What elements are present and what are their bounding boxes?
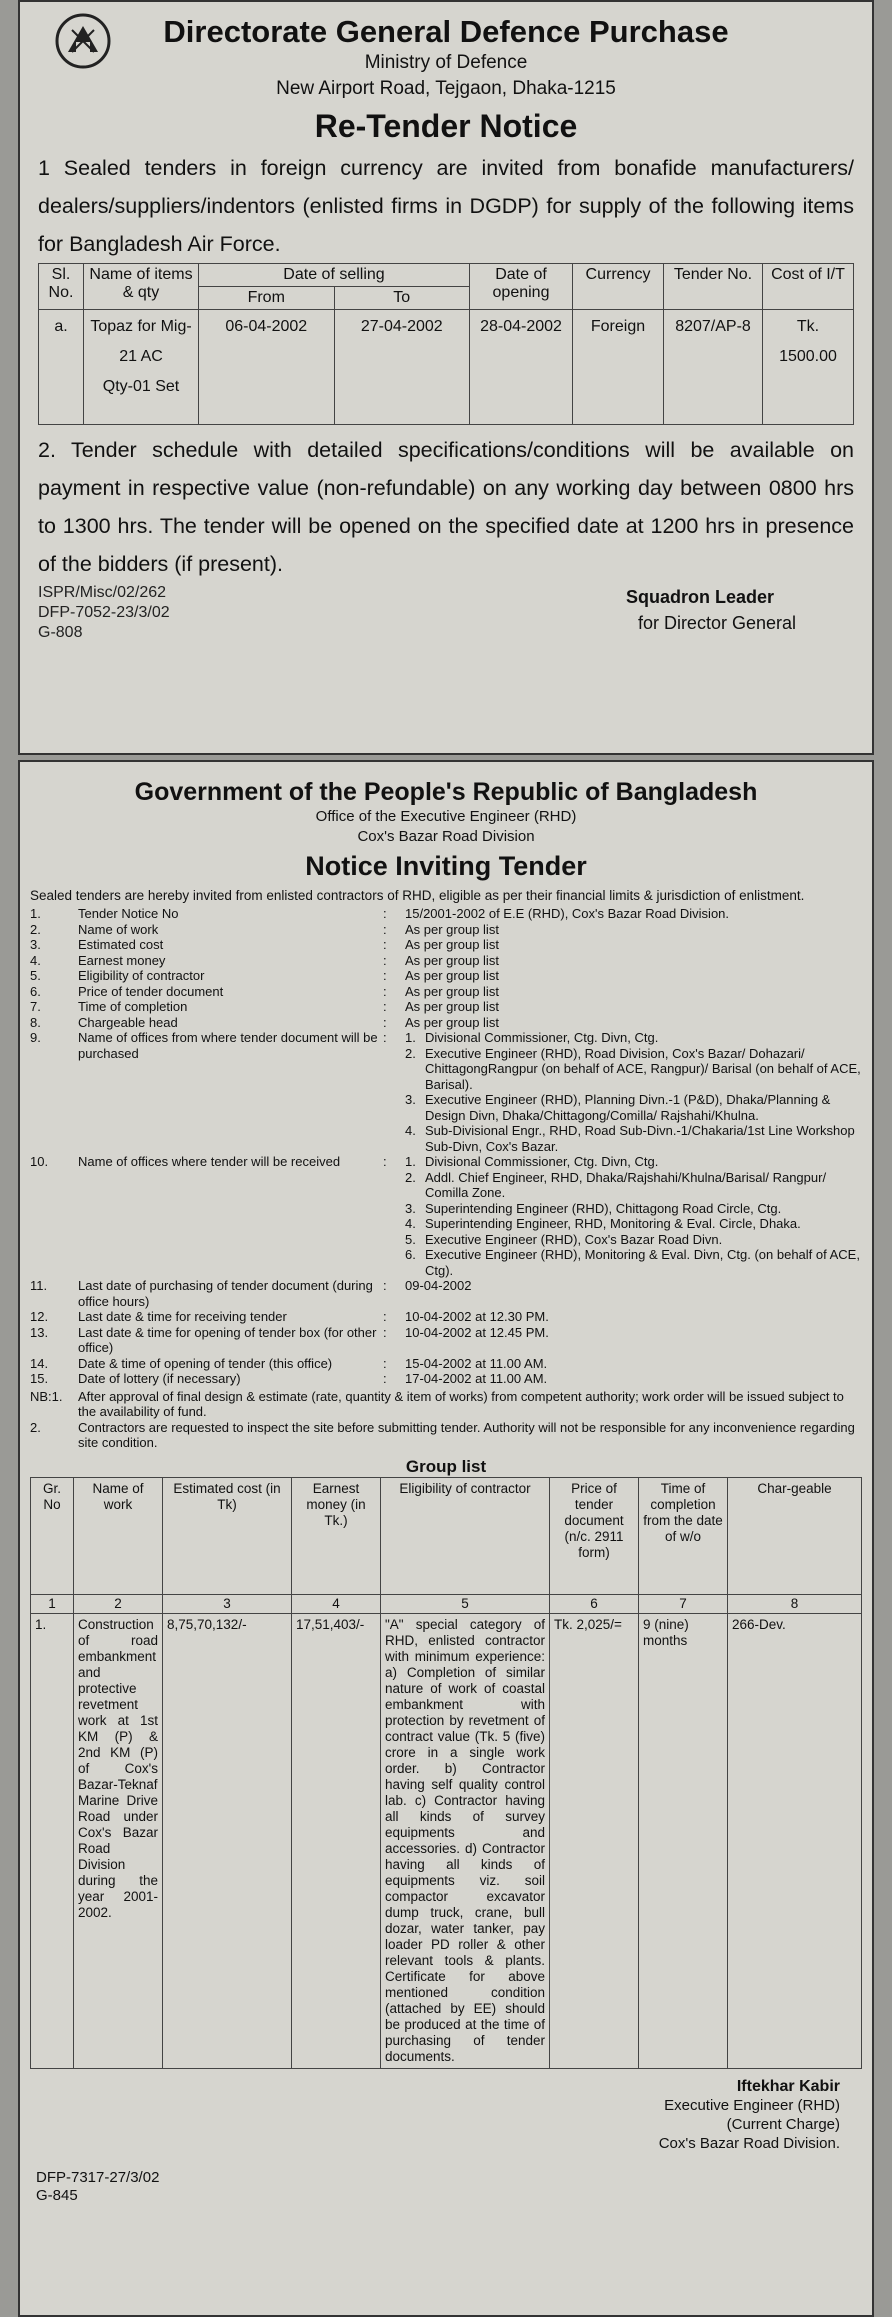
cell-to: 27-04-2002 (334, 310, 470, 425)
col-work: Name of work (74, 1477, 163, 1594)
col-to: To (334, 287, 470, 310)
list-item: 9. Name of offices from where tender document will be purchased : 1. Divisional Commissioner, Ctg. Divn, Ctg. 2. Executive Engineer (RHD), Road Division, Cox's Bazar/ Dohazari/ ChittagongRangpur (on behalf of ACE, Rangpur)/ Barisal (on behalf of ACE, Barisal). 3. Executive Engineer (RHD), Planning Divn.-1 (P&D), Dhaka/Planning & Design Divn, Dhaka/Chittagong/Comilla/ Rajshahi/Khulna. 4. Sub-Divisional Engr., RHD, Road Sub-Divn.-1/Chakaria/1st Line Workshop Sub-Divn, Cox's Bazar. (30, 1030, 861, 1154)
col-currency: Currency (573, 264, 664, 310)
list-item: 1. Tender Notice No : 15/2001-2002 of E.E (RHD), Cox's Bazar Road Division. (30, 906, 730, 921)
group-list-table: Gr. No Name of work Estimated cost (in Tk) Earnest money (in Tk.) Eligibility of contractor Price of tender document (n/c. 2911 form) Time of completion from the date of w/o Char-geable 1 2 3 4 5 6 7 8 1. Construction of road embankment and protective revetment work at 1st KM (P) & 2nd KM (P) of Cox's Bazar-Teknaf Marine Drive Road under Cox's Bazar Road Division during the year 2001-2002. 8,75,70,132/- 17,51,403/- "A" special category of RHD, enlisted contractor with minimum experience: a) Completion of similar nature of work of coastal embankment with protection by revetment of contract value (Tk. 5 (five) crore in a single work order. b) Contractor having self quality control lab. c) Contractor having all kinds of survey equipments and accessories. d) Contractor having all kinds of equipments viz. soil compactor excavator dump truck, crane, bull dozar, water tanker, pay loader PD roller & other relevant tools & plants. Certificate for above mentioned condition (attached by EE) should be produced at the time of purchasing of tender documents. Tk. 2,025/= 9 (nine) months 266-Dev. (30, 1477, 862, 2069)
signature-block (30, 2069, 862, 2209)
cell-tender-no: 8207/AP-8 (664, 310, 763, 425)
notice-title: Notice Inviting Tender (305, 851, 587, 881)
cell-cost: 8,75,70,132/- (163, 1613, 292, 2068)
re-tender-notice-ad (18, 0, 874, 755)
list-item: 6. Price of tender document : As per group list (30, 983, 499, 999)
cell-price: Tk. 2,025/= (550, 1613, 639, 2068)
list-item: 10. Name of offices where tender will be received : 1. Divisional Commissioner, Ctg. Divn, Ctg. 2. Addl. Chief Engineer, RHD, Dhaka/Rajshahi/Khulna/Barisal/ Rangpur/ Comilla Zone. 3. Superintending Engineer (RHD), Chittagong Road Circle, Ctg. 4. Superintending Engineer, RHD, Monitoring & Eval. Circle, Dhaka. 5. Executive Engineer (RHD), Cox's Bazar Road Divn. 6. Executive Engineer (RHD), Monitoring & Eval. Divn, Ctg. (on behalf of ACE, Ctg). (30, 1154, 860, 1278)
government-title: Government of the People's Republic of Bangladesh (134, 778, 758, 806)
ministry-line: Ministry of Defence (364, 52, 528, 73)
col-from: From (199, 287, 335, 310)
col-name: Name of items & qty (84, 264, 199, 310)
tender-paragraph-2: 2. Tender schedule with detailed specifications/conditions will be available on payment in respective value (non-refundable) on any working day between 0800 hrs to 1300 hrs. The tender will be opened on the specified date at 1200 hrs in presence of the bidders (if present). (38, 438, 854, 576)
col-date-selling: Date of selling (199, 264, 470, 287)
notes-block: NB:1. After approval of final design & estimate (rate, quantity & item of works) from competent authority; work order will be issued subject to the availability of fund. 2. Contractors are requested to inspect the site before submitting tender. Authority will not be responsible for any inconvenience regarding site condition. (30, 1388, 855, 1450)
col-eligibility: Eligibility of contractor (381, 1477, 550, 1594)
defence-emblem-icon (54, 12, 112, 70)
cell-currency: Foreign (573, 310, 664, 425)
address-line: New Airport Road, Tejgaon, Dhaka-1215 (276, 78, 616, 99)
cell-time: 9 (nine) months (639, 1613, 728, 2068)
list-item: 5. Eligibility of contractor : As per group list (30, 968, 499, 983)
reference-numbers: ISPR/Misc/02/262 DFP-7052-23/3/02 G-808 (38, 584, 170, 641)
table-row (31, 1613, 862, 2068)
re-tender-title: Re-Tender Notice (314, 108, 578, 144)
items-table (38, 263, 854, 425)
list-item: 15. Date of lottery (if necessary) : 17-04-2002 at 11.00 AM. (30, 1371, 548, 1386)
cell-cost: Tk. 1500.00 (763, 310, 854, 425)
division-line: Cox's Bazar Road Division (357, 828, 535, 845)
tender-items-list (30, 906, 862, 1387)
col-price: Price of tender document (n/c. 2911 form) (550, 1477, 639, 1594)
list-item: 3. Estimated cost : As per group list (30, 937, 499, 952)
col-gr: Gr. No (31, 1477, 74, 1594)
col-cost: Estimated cost (in Tk) (163, 1477, 292, 1594)
col-cost: Cost of I/T (763, 264, 854, 310)
intro-text: Sealed tenders are hereby invited from enlisted contractors of RHD, eligible as per their financial limits & jurisdiction of enlistment. (30, 888, 805, 903)
col-sl: Sl. No. (39, 264, 84, 310)
office-line: Office of the Executive Engineer (RHD) (315, 808, 577, 825)
cell-gr: 1. (31, 1613, 74, 2068)
list-item: 7. Time of completion : As per group list (30, 999, 499, 1014)
reference-numbers: DFP-7317-27/3/02 G-845 (36, 2168, 160, 2204)
signature-block (38, 583, 854, 655)
cell-opening: 28-04-2002 (470, 310, 573, 425)
cell-earnest: 17,51,403/- (292, 1613, 381, 2068)
signatory-rank: Squadron Leader (625, 587, 774, 607)
list-item: 2. Name of work : As per group list (30, 921, 499, 937)
directorate-title: Directorate General Defence Purchase (163, 14, 729, 49)
cell-sl: a. (39, 310, 84, 425)
col-time: Time of completion from the date of w/o (639, 1477, 728, 1594)
list-item: 14. Date & time of opening of tender (this office) : 15-04-2002 at 11.00 AM. (30, 1355, 548, 1371)
cell-chargeable: 266-Dev. (728, 1613, 862, 2068)
col-earnest: Earnest money (in Tk.) (292, 1477, 381, 1594)
cell-eligibility: "A" special category of RHD, enlisted contractor with minimum experience: a) Completion of similar nature of work of coastal embankment with protection by revetment of contract value (Tk. 5 (five) crore in a single work order. b) Contractor having self quality control lab. c) Contractor having all kinds of survey equipments and accessories. d) Contractor having all kinds of equipments viz. soil compactor excavator dump truck, crane, bull dozar, water tanker, pay loader PD roller & other relevant tools & plants. Certificate for above mentioned condition (attached by EE) should be produced at the time of purchasing of tender documents. (381, 1613, 550, 2068)
list-item: 8. Chargeable head : As per group list (30, 1014, 499, 1030)
cell-from: 06-04-2002 (199, 310, 335, 425)
list-item: 4. Earnest money : As per group list (30, 952, 499, 968)
list-item: 11. Last date of purchasing of tender document (during office hours) : 09-04-2002 (30, 1278, 472, 1309)
tender-paragraph-1: 1 Sealed tenders in foreign currency are invited from bonafide manufacturers/ dealers/suppliers/indentors (enlisted firms in DGDP) for supply of the following items for Bangladesh Air Force. (38, 156, 854, 256)
engineer-signature: Iftekhar Kabir Executive Engineer (RHD) (Current Charge) Cox's Bazar Road Division. (658, 2077, 840, 2152)
signatory-for: for Director General (637, 613, 796, 633)
notice-inviting-tender-ad (18, 760, 874, 2317)
cell-work: Construction of road embankment and protective revetment work at 1st KM (P) & 2nd KM (P) of Cox's Bazar-Teknaf Marine Drive Road under Cox's Bazar Road Division during the year 2001-2002. (74, 1613, 163, 2068)
table-row (39, 310, 854, 425)
group-list-title: Group list (405, 1456, 487, 1476)
cell-name: Topaz for Mig- 21 AC Qty-01 Set (84, 310, 199, 425)
col-opening: Date of opening (470, 264, 573, 310)
col-tender-no: Tender No. (664, 264, 763, 310)
list-item: 12. Last date & time for receiving tender : 10-04-2002 at 12.30 PM. (30, 1309, 549, 1324)
col-chargeable: Char-geable (728, 1477, 862, 1594)
list-item: 13. Last date & time for opening of tender box (for other office) : 10-04-2002 at 12.45 PM. (30, 1324, 549, 1355)
